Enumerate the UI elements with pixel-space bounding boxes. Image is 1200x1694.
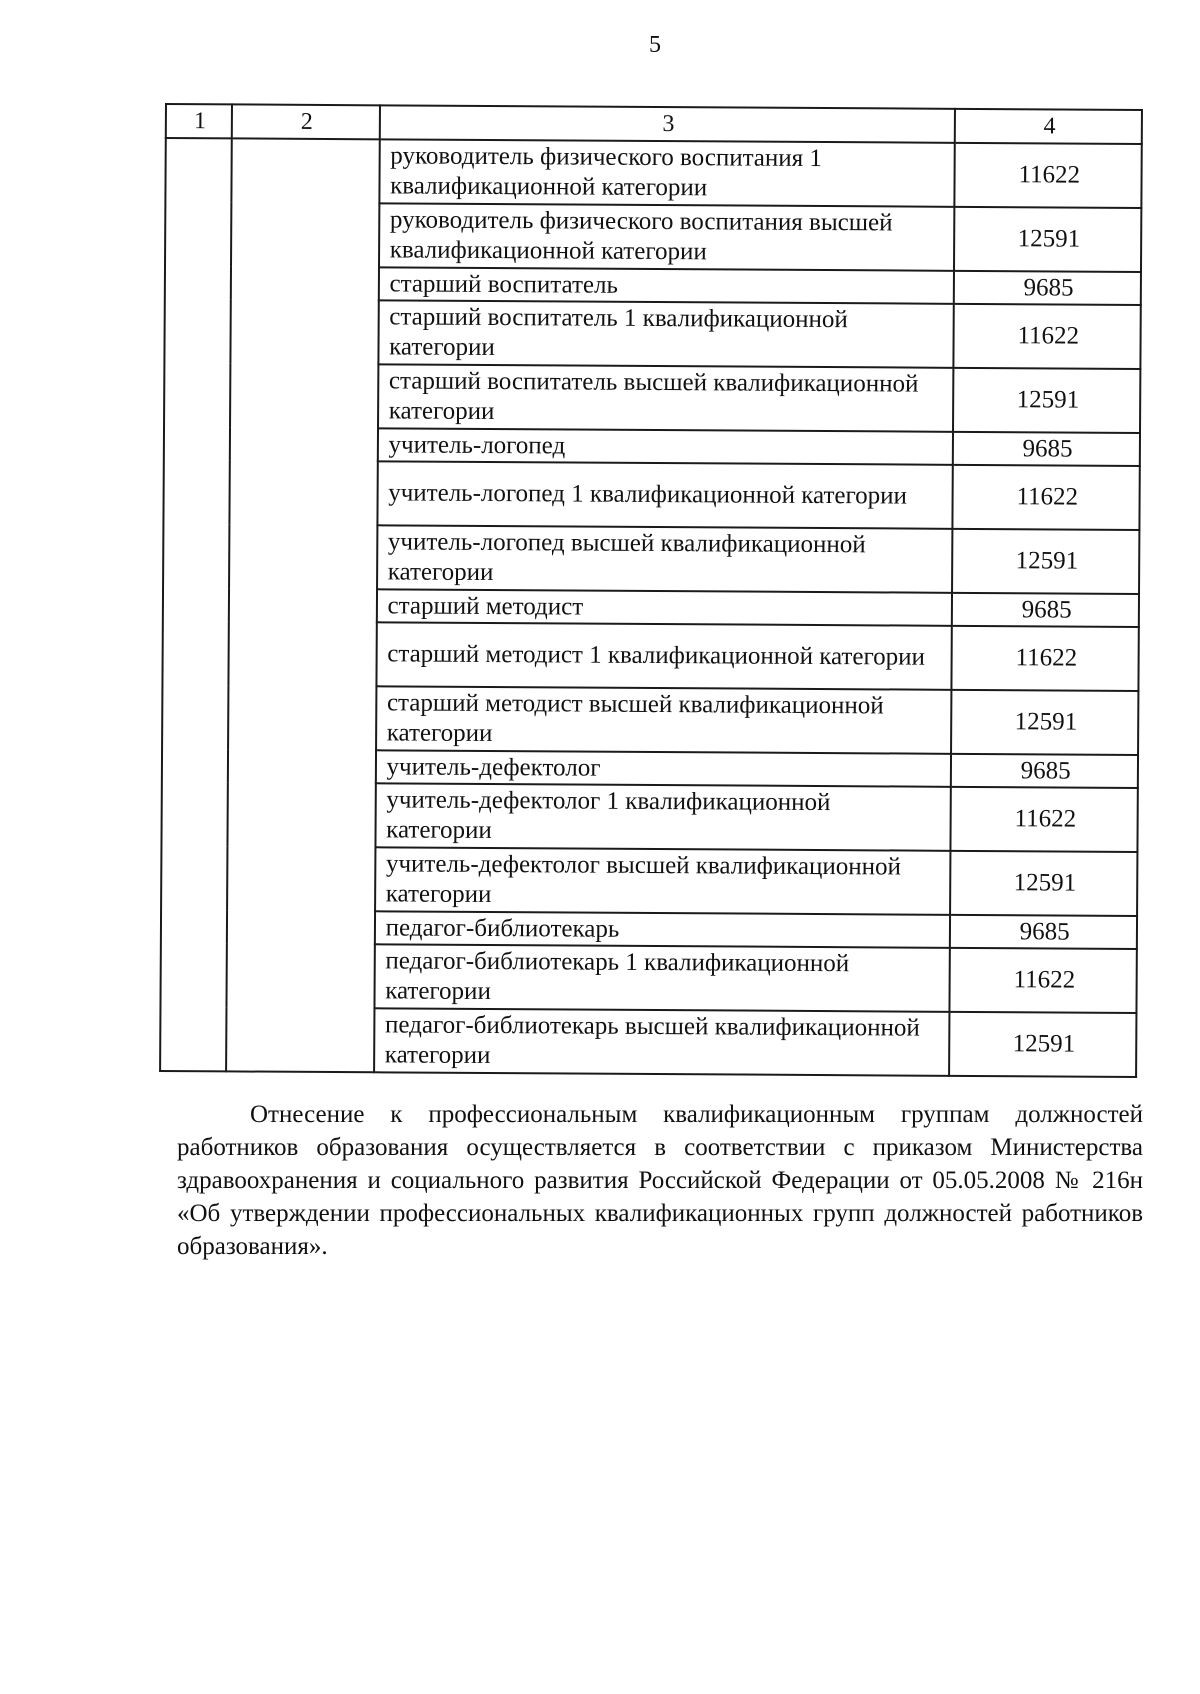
salary-value: 12591 [950, 851, 1137, 916]
position-title: учитель-логопед 1 квалификационной категории [377, 461, 953, 529]
salary-value: 12591 [952, 529, 1139, 594]
position-title: руководитель физического воспитания 1 квалификационной категории [379, 139, 955, 207]
header-col-2: 2 [232, 104, 380, 139]
col2-merged-cell [226, 138, 379, 1072]
salary-value: 11622 [954, 304, 1141, 369]
salary-value: 12591 [954, 207, 1141, 272]
salary-value: 9685 [950, 915, 1137, 949]
position-title: педагог-библиотекарь высшей квалификационной категории [374, 1008, 950, 1076]
salary-value: 11622 [952, 626, 1139, 691]
salary-value: 9685 [953, 432, 1140, 466]
position-title: учитель-дефектолог 1 квалификационной категории [375, 783, 951, 851]
salary-value: 9685 [952, 593, 1139, 627]
position-title: старший методист [376, 589, 952, 626]
salary-value: 12591 [953, 368, 1140, 433]
page-number: 5 [649, 32, 661, 58]
position-title: учитель-логопед [377, 428, 953, 465]
position-title: учитель-дефектолог [376, 750, 952, 787]
position-title: руководитель физического воспитания высшей квалификационной категории [379, 203, 955, 271]
salary-table [159, 103, 1143, 1078]
salary-value: 11622 [950, 948, 1137, 1013]
position-title: старший воспитатель высшей квалификационной категории [378, 364, 954, 432]
header-col-1: 1 [166, 104, 232, 138]
position-title: старший методист высшей квалификационной категории [376, 686, 952, 754]
salary-value: 11622 [955, 143, 1142, 208]
position-title: старший воспитатель 1 квалификационной категории [378, 300, 954, 368]
position-title: педагог-библиотекарь [375, 911, 951, 948]
salary-value: 11622 [953, 465, 1140, 530]
salary-value: 9685 [951, 754, 1138, 788]
salary-value: 9685 [954, 271, 1141, 305]
position-title: педагог-библиотекарь 1 квалификационной категории [374, 944, 950, 1012]
salary-value: 11622 [951, 787, 1138, 852]
position-title: старший методист 1 квалификационной категории [376, 622, 952, 690]
position-title: учитель-логопед высшей квалификационной категории [377, 525, 953, 593]
col1-merged-cell [160, 138, 232, 1071]
header-col-3: 3 [379, 105, 955, 143]
position-title: старший воспитатель [378, 267, 954, 304]
salary-value: 12591 [951, 690, 1138, 755]
position-title: учитель-дефектолог высшей квалификационной категории [375, 847, 951, 915]
header-col-4: 4 [955, 109, 1142, 144]
explanatory-note: Отнесение к профессиональным квалификационным группам должностей работников образования осуществляется в соответствии с приказом Министерства здравоохранения и социального развития Российской Федерации от 05.05.2008 № 216н «Об утверждении профессиональных квалификационных групп должностей работников образования». [177, 1101, 1143, 1260]
salary-value: 12591 [949, 1012, 1136, 1077]
table-row [165, 138, 1141, 208]
